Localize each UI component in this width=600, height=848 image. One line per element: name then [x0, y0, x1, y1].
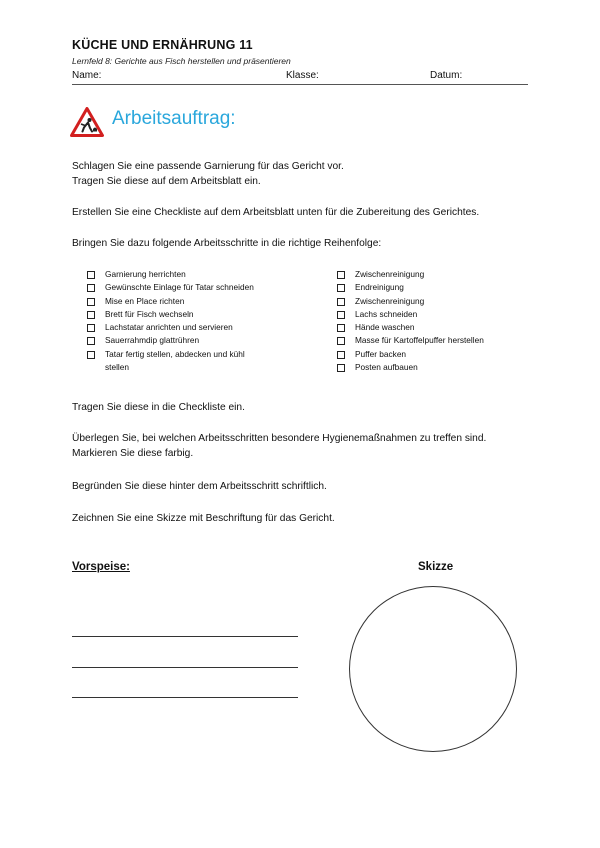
construction-warning-icon: [70, 107, 104, 137]
checkbox-icon: [337, 311, 345, 319]
checkbox-icon: [337, 324, 345, 332]
checklist-item: Endreinigung: [337, 281, 537, 294]
task-heading: Arbeitsauftrag:: [112, 108, 236, 129]
checkbox-icon: [87, 271, 95, 279]
sketch-circle[interactable]: [349, 586, 517, 752]
checkbox-icon: [337, 364, 345, 372]
paragraph-line: Tragen Sie diese auf dem Arbeitsblatt ein.: [72, 176, 261, 187]
checkbox-icon: [337, 298, 345, 306]
checkbox-icon: [87, 324, 95, 332]
document-title: KÜCHE UND ERNÄHRUNG 11: [72, 38, 253, 52]
writing-line[interactable]: [72, 636, 298, 637]
paragraph-justify: Begründen Sie diese hinter dem Arbeitsschritt schriftlich.: [72, 481, 327, 492]
checkbox-icon: [337, 284, 345, 292]
paragraph-sketch: Zeichnen Sie eine Skizze mit Beschriftung für das Gericht.: [72, 513, 335, 524]
datum-label: Datum:: [430, 70, 463, 81]
checklist-item: Lachs schneiden: [337, 308, 537, 321]
paragraph-line: Überlegen Sie, bei welchen Arbeitsschritten besondere Hygienemaßnahmen zu treffen sind.: [72, 433, 487, 444]
checklist-item-continuation: stellen: [105, 362, 129, 373]
checklist-item: Sauerrahmdip glattrühren: [87, 334, 297, 347]
vorspeise-label: Vorspeise:: [72, 561, 130, 573]
checklist-right-column: [337, 268, 537, 374]
checklist-item: Tatar fertig stellen, abdecken und kühl: [87, 348, 297, 361]
checkbox-icon: [337, 351, 345, 359]
paragraph-line: Markieren Sie diese farbig.: [72, 448, 194, 459]
checklist-item: Gewünschte Einlage für Tatar schneiden: [87, 281, 297, 294]
paragraph-garnish: [72, 159, 344, 189]
checklist-item: Zwischenreinigung: [337, 295, 537, 308]
checkbox-icon: [87, 337, 95, 345]
paragraph-order: Bringen Sie dazu folgende Arbeitsschritte in die richtige Reihenfolge:: [72, 238, 382, 249]
checklist-item: Mise en Place richten: [87, 295, 297, 308]
checkbox-icon: [87, 284, 95, 292]
paragraph-checklist: Erstellen Sie eine Checkliste auf dem Arbeitsblatt unten für die Zubereitung des Gerichtes.: [72, 207, 480, 218]
checklist-item: Garnierung herrichten: [87, 268, 297, 281]
document-subtitle: Lernfeld 8: Gerichte aus Fisch herstellen und präsentieren: [72, 56, 291, 66]
name-label: Name:: [72, 70, 102, 81]
checkbox-icon: [87, 351, 95, 359]
paragraph-enter: Tragen Sie diese in die Checkliste ein.: [72, 402, 245, 413]
skizze-label: Skizze: [418, 561, 454, 573]
paragraph-hygiene: [72, 431, 486, 461]
checkbox-icon: [87, 298, 95, 306]
checklist-item: Hände waschen: [337, 321, 537, 334]
klasse-label: Klasse:: [286, 70, 319, 81]
checklist-left-column: [87, 268, 297, 374]
header-fields-line: [72, 70, 528, 85]
checklist-item: Zwischenreinigung: [337, 268, 537, 281]
checklist-item: Masse für Kartoffelpuffer herstellen: [337, 334, 537, 347]
writing-line[interactable]: [72, 667, 298, 668]
checkbox-icon: [337, 271, 345, 279]
paragraph-line: Schlagen Sie eine passende Garnierung für das Gericht vor.: [72, 161, 344, 172]
checkbox-icon: [87, 311, 95, 319]
checklist-item: Posten aufbauen: [337, 361, 537, 374]
checkbox-icon: [337, 337, 345, 345]
checklist-item: Puffer backen: [337, 348, 537, 361]
checklist-item: Brett für Fisch wechseln: [87, 308, 297, 321]
writing-line[interactable]: [72, 697, 298, 698]
checklist-item: Lachstatar anrichten und servieren: [87, 321, 297, 334]
